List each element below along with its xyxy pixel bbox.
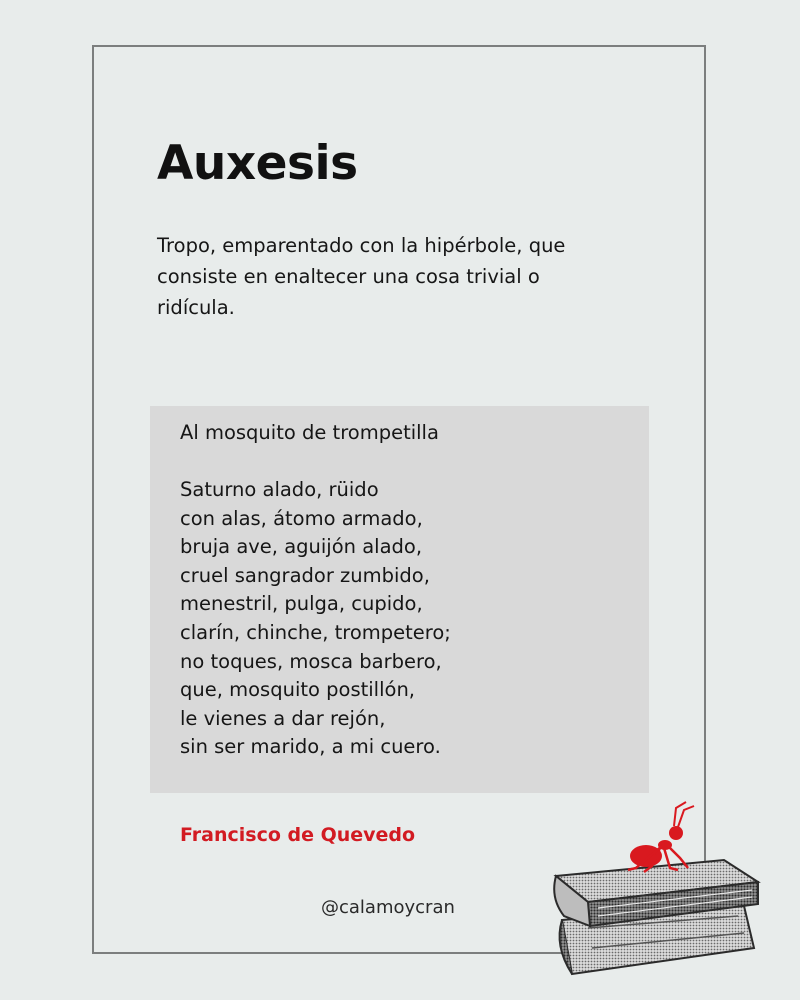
poem-line: cruel sangrador zumbido, bbox=[180, 563, 430, 587]
poem-line: bruja ave, aguijón alado, bbox=[180, 535, 423, 559]
poem-line: le vienes a dar rejón, bbox=[180, 706, 386, 730]
poem-line: que, mosquito postillón, bbox=[180, 678, 415, 702]
poem-line: clarín, chinche, trompetero; bbox=[180, 620, 451, 644]
definition-text: Tropo, emparentado con la hipérbole, que consiste en enaltecer una cosa trivial o ridícula. bbox=[157, 234, 566, 319]
poem-line: sin ser marido, a mi cuero. bbox=[180, 735, 441, 759]
social-handle: @calamoycran bbox=[321, 897, 455, 918]
poem-line: con alas, átomo armado, bbox=[180, 506, 423, 530]
page-title: Auxesis bbox=[157, 136, 358, 191]
poem-line: menestril, pulga, cupido, bbox=[180, 592, 423, 616]
red-ant-icon bbox=[628, 802, 694, 872]
poem-title: Al mosquito de trompetilla bbox=[180, 421, 439, 444]
stacked-books-icon bbox=[548, 798, 764, 988]
poem-line: no toques, mosca barbero, bbox=[180, 649, 442, 673]
poem-line: Saturno alado, rüido bbox=[180, 478, 379, 501]
poem-lines bbox=[180, 476, 451, 762]
poem-author: Francisco de Quevedo bbox=[180, 824, 416, 846]
